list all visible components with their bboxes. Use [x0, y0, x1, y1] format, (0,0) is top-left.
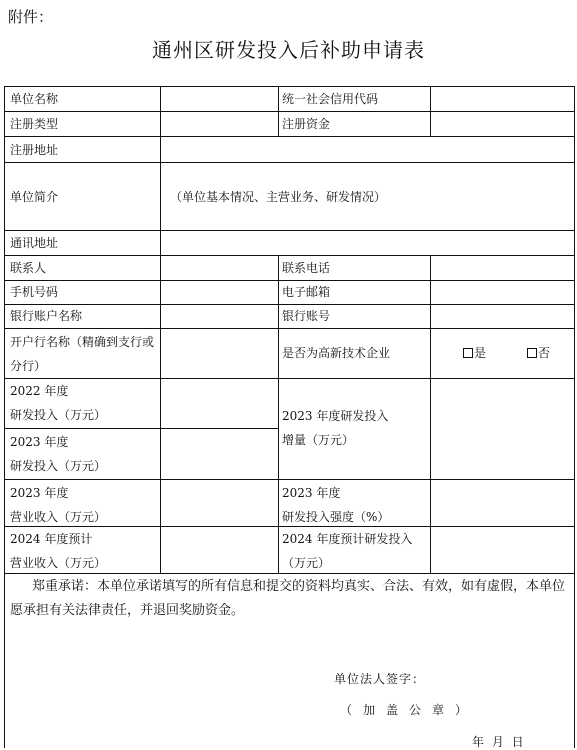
rule-row8 — [4, 328, 575, 329]
contact-phone-label: 联系电话 — [282, 261, 331, 275]
rd-increase-label-line1: 2023 年度研发投入 — [282, 409, 389, 423]
form-title: 通州区研发投入后补助申请表 — [152, 38, 425, 62]
rule-left — [4, 86, 5, 748]
rule-right — [574, 86, 575, 748]
rule-col3-b — [430, 255, 431, 573]
rule-row2 — [4, 136, 575, 137]
reg-address-label: 注册地址 — [10, 143, 59, 157]
option-no[interactable] — [527, 346, 550, 360]
rd2023-label-line1: 2023 年度 — [10, 435, 69, 449]
signature-label: 单位法人签字： — [334, 672, 426, 686]
rev2024-label-line2: 营业收入（万元） — [10, 556, 107, 570]
bank-account-no-label: 银行账号 — [282, 309, 331, 323]
intensity-label-line1: 2023 年度 — [282, 486, 341, 500]
credit-code-label: 统一社会信用代码 — [282, 92, 379, 106]
mail-address-label: 通讯地址 — [10, 236, 59, 250]
seal-label: （加盖公章） — [340, 703, 479, 717]
rd-increase-label-line2: 增量（万元） — [282, 433, 355, 447]
option-yes-text: 是 — [474, 346, 487, 360]
rev2023-label-line2: 营业收入（万元） — [10, 510, 107, 524]
hightech-label: 是否为高新技术企业 — [282, 346, 391, 360]
rule-col2-a — [278, 86, 279, 136]
rule-row1 — [4, 111, 575, 112]
rule-row11 — [4, 479, 575, 480]
rule-row4 — [4, 230, 575, 231]
contact-label: 联系人 — [10, 261, 47, 275]
yes-checkbox-icon[interactable] — [463, 348, 473, 358]
email-label: 电子邮箱 — [282, 285, 331, 299]
intensity-label-line2: 研发投入强度（%） — [282, 510, 390, 524]
application-form — [4, 86, 575, 748]
attachment-label: 附件： — [8, 8, 54, 26]
rev2024-label-line1: 2024 年度预计 — [10, 532, 93, 546]
rule-top — [4, 86, 575, 87]
rule-row13 — [4, 573, 575, 574]
date-label: 年 月 日 — [472, 735, 526, 749]
rd2022-label-line1: 2022 年度 — [10, 384, 69, 398]
rd2023-label-line2: 研发投入（万元） — [10, 459, 107, 473]
rule-row7 — [4, 304, 575, 305]
bank-account-name-label: 银行账户名称 — [10, 309, 83, 323]
reg-type-label: 注册类型 — [10, 117, 59, 131]
rule-col1-a — [160, 86, 161, 230]
rule-row12 — [4, 526, 575, 527]
unit-intro-hint: （单位基本情况、主营业务、研发情况） — [170, 190, 387, 204]
rule-col3-a — [430, 86, 431, 136]
rule-row3 — [4, 162, 575, 163]
rd2024-label-line2: （万元） — [282, 556, 331, 570]
rd2022-label-line2: 研发投入（万元） — [10, 408, 107, 422]
reg-capital-label: 注册资金 — [282, 117, 331, 131]
no-checkbox-icon[interactable] — [527, 348, 537, 358]
option-no-text: 否 — [538, 346, 551, 360]
bank-branch-label: 开户行名称（精确到支行或分行） — [10, 335, 155, 373]
mobile-label: 手机号码 — [10, 285, 59, 299]
rule-col2-b — [278, 255, 279, 573]
unit-intro-label: 单位简介 — [10, 190, 59, 204]
promise-statement: 郑重承诺：本单位承诺填写的所有信息和提交的资料均真实、合法、有效，如有虚假，本单位愿承担有关法律责任，并退回奖励资金。 — [10, 579, 566, 618]
option-yes[interactable] — [463, 346, 486, 360]
rule-row10-left — [4, 428, 278, 429]
rule-col1-b — [160, 230, 161, 573]
unit-name-label: 单位名称 — [10, 92, 59, 106]
rule-row5 — [4, 255, 575, 256]
rule-row9 — [4, 378, 575, 379]
rev2023-label-line1: 2023 年度 — [10, 486, 69, 500]
rd2024-label-line1: 2024 年度预计研发投入 — [282, 532, 413, 546]
rule-row6 — [4, 280, 575, 281]
